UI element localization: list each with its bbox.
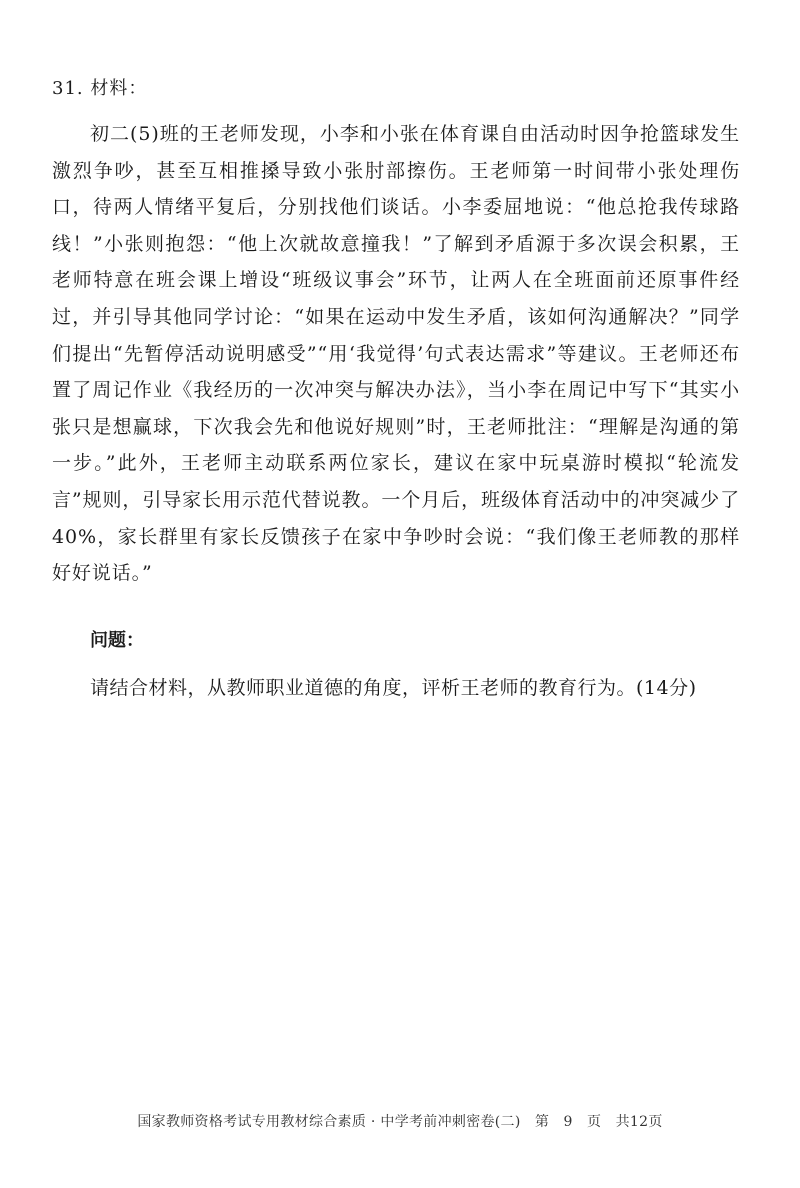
material-paragraph: 初二(5)班的王老师发现，小李和小张在体育课自由活动时因争抢篮球发生激烈争吵，甚至互相推搡导致小张肘部擦伤。王老师第一时间带小张处理伤口，待两人情绪平复后，分别找他们谈话。小李委屈地说：“他总抢我传球路线！”小张则抱怨：“他上次就故意撞我！”了解到矛盾源于多次误会积累，王老师特意在班会课上增设“班级议事会”环节，让两人在全班面前还原事件经过，并引导其他同学讨论：“如果在运动中发生矛盾，该如何沟通解决？”同学们提出“先暂停活动说明感受”“用‘我觉得’句式表达需求”等建议。王老师还布置了周记作业《我经历的一次冲突与解决办法》，当小李在周记中写下“其实小张只是想赢球，下次我会先和他说好规则”时，王老师批注：“理解是沟通的第一步。”此外，王老师主动联系两位家长，建议在家中玩桌游时模拟“轮流发言”规则，引导家长用示范代替说教。一个月后，班级体育活动中的冲突减少了40%，家长群里有家长反馈孩子在家中争吵时会说：“我们像王老师教的那样好好说话。” — [52, 123, 740, 585]
question-prompt: 请结合材料，从教师职业道德的角度，评析王老师的教育行为。(14分) — [90, 677, 697, 699]
question-label: 问题： — [90, 630, 144, 651]
page-footer: 国家教师资格考试专用教材综合素质 · 中学考前冲刺密卷(二) 第 9 页 共12页 — [137, 1114, 663, 1130]
question-number: 31. 材料： — [52, 78, 148, 99]
